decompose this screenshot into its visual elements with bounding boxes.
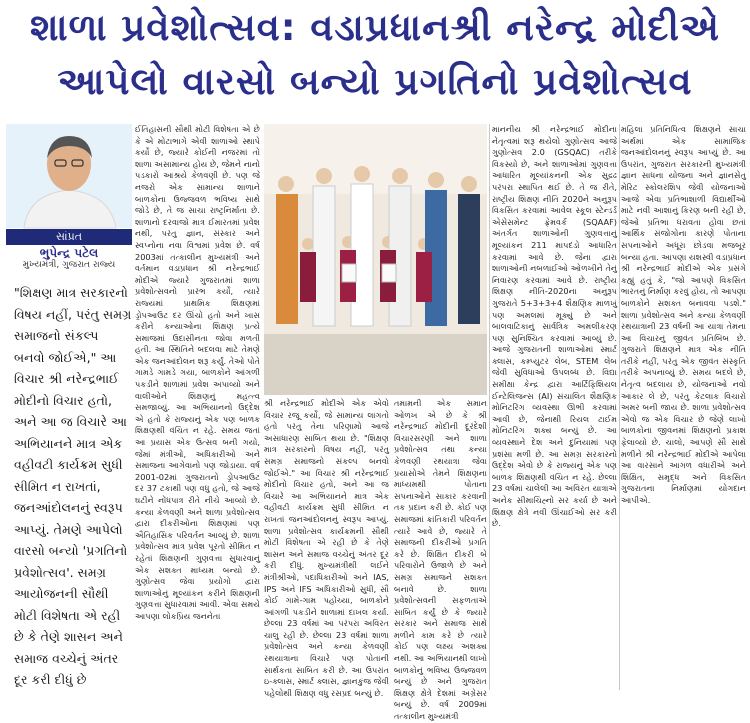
article-column-1 <box>135 124 260 690</box>
article-column-4 <box>492 124 617 690</box>
article-text: ઈતિહાસની સૌથી મોટી વિશેષતા એ છે કે એ મોટાભાગે એવી શાળાઓ સ્થાપે કર્યો છે, જ્યારે કોઈની નજરમાં તો શાળા અસામાન્ય હોય છે, જેમને નાનો પડકારો આશ્રયે કેળવણી છે. પણ જે નજરો એક સામાન્ય શાળાને બાળકોના ઉજ્જવળ ભવિષ્ય સાથે જોડે છે, તે જ સાચા રાષ્ટ્રનિર્માતા છે. શાળાનો દરવાજો માત્ર ઈમારતમાં પ્રવેશ નથી, પરંતુ જ્ઞાન, સંસ્કાર અને સ્વપ્નોના નવા વિશ્વમાં પ્રવેશ છે. વર્ષ 2003માં તત્કાલીન મુખ્યમંત્રી અને વર્તમાન વડાપ્રધાન શ્રી નરેન્દ્રભાઈ મોદીએ જ્યારે ગુજરાતમાં શાળા પ્રવેશોત્સવનો પ્રારંભ કર્યો, ત્યારે રાજ્યમાં પ્રાથમિક શિક્ષણમાં ડ્રોપઆઉટ દર ઊંચો હતો અને ખાસ કરીને કન્યાઓના શિક્ષણ પ્રત્યે સમાજમાં ઉદાસીનતા જોવા મળતી હતી. આ સ્થિતિને બદલવા માટે તેમણે એક જનઆંદોલન શરૂ કર્યું. તેઓ પોતે ગામડે ગામડે ગયા, બાળકોને આંગળી પકડીને શાળામાં પ્રવેશ અપાવ્યો અને વાલીઓને શિક્ષણનું મહત્ત્વ સમજાવ્યું. આ અભિયાનનો ઉદ્દેશ એ હતો કે રાજ્યનું એક પણ બાળક શિક્ષણથી વંચિત ન રહે. સમય જતાં આ પ્રયાસ એક ઉત્સવ બની ગયો, જેમાં મંત્રીઓ, અધિકારીઓ અને સમાજના આગેવાનો પણ જોડાયા. વર્ષ 2001-02માં ગુજરાતનો ડ્રોપઆઉટ દર 37 ટકાથી પણ વધુ હતો, જે આજે ઘટીને નોંધપાત્ર રીતે નીચે આવ્યો છે. કન્યા કેળવણી અને શાળા પ્રવેશોત્સવ દ્વારા દીકરીઓના શિક્ષણમાં પણ ઐતિહાસિક પરિવર્તન આવ્યું છે. શાળા પ્રવેશોત્સવ માત્ર પ્રવેશ પૂરતો સીમિત ન રહેતાં શિક્ષણની ગુણવત્તા સુધારવાનું એક સશક્ત માધ્યમ બન્યો છે. ગુણોત્સવ જેવા પ્રયોગો દ્વારા શાળાઓનું મૂલ્યાંકન કરીને શિક્ષણની ગુણવત્તા સુધારવામાં આવી. એવા સમયે આપણા લોકપ્રિય જનનેતા <box>135 124 260 621</box>
author-name: ભુપેન્દ્ર પટેલ <box>39 246 99 260</box>
headline <box>0 0 750 118</box>
column-tag: સાંપ્રત <box>6 229 132 245</box>
article-text: મહિલા પ્રતિનિધિત્વ શિક્ષણને સાચા અર્થમાં એક સામાજિક જનઆંદોલનનું સ્વરૂપ આપ્યું છે. આ ઉપરાંત, ગુજરાત સરકારની મુખ્યમંત્રી જ્ઞાન સાધના યોજના અને જ્ઞાનસેતુ મેરિટ સ્કોલરશિપ જેવી યોજનાઓ આજે એવા પ્રતિભાશાળી વિદ્યાર્થીઓ માટે નવી આશાનું કિરણ બની રહી છે, જેઓ પ્રતિભા ધરાવતા હોવા છતાં આર્થિક સંજોગોના કારણે પોતાના સપનાઓને અધૂરા છોડવા મજબૂર બન્યા હતા. આપણા યશસ્વી વડાપ્રધાન શ્રી નરેન્દ્રભાઈ મોદીએ એક પ્રસંગે કહ્યું હતું કે, "જો આપણે વિકસિત ભારતનું નિર્માણ કરવું હોય, તો આપણા બાળકોને સશક્ત બનાવવા પડશે." શાળા પ્રવેશોત્સવ અને કન્યા કેળવણી રથયાત્રાની 23 વર્ષની આ યાત્રા તેમના આ વિચારનું જીવંત પ્રતિબિંબ છે. ગુજરાતે શિક્ષણને માત્ર એક નીતિ તરીકે નહીં, પરંતુ એક જીવંત સંસ્કૃતિ તરીકે અપનાવ્યું છે. સમય બદલે છે, નેતૃત્વ બદલાય છે, યોજનાઓ નવો આકાર લે છે, પરંતુ કેટલાક વિચારો અમર બની જાય છે. શાળા પ્રવેશોત્સવ એવો જ એક વિચાર છે જેણે લાખો બાળકોના જીવનમાં શિક્ષણનો પ્રકાશ ફેલાવ્યો છે. ચાલો, આપણે સૌ સાથે મળીને શ્રી નરેન્દ્રભાઈ મોદીએ આપેલા આ વારસાને આગળ વધારીએ અને શિક્ષિત, સમૃદ્ધ અને વિકસિત ગુજરાતના નિર્માણમાં યોગદાન આપીએ. <box>621 124 746 505</box>
article-text: તમામની એક સમાન ઓળખ એ છે કે શ્રી નરેન્દ્રભાઈ મોદીની દૂરંદેશી વિચારસરણી અને શાળા પ્રવેશોત્સવ તથા કન્યા કેળવણી રથયાત્રા જેવા પ્રયાસોએ તેમને શિક્ષણના માધ્યમથી પોતાના સપનાઓને સાકાર કરવાની તક પ્રદાન કરી છે. કોઈ પણ સમાજમાં ક્રાંતિકારી પરિવર્તન ત્યારે આવે છે, જ્યારે તે સમાજની દીકરીઓ પ્રગતિ કરે છે. શિક્ષિત દીકરી બે પરિવારોને ઉજાળે છે અને સમગ્ર સમાજને સશક્ત બનાવે છે. શાળા પ્રવેશોત્સવની સફળતાએ સાબિત કર્યું છે કે જ્યારે સરકાર અને સમાજ સાથે મળીને કામ કરે છે ત્યારે કોઈ પણ લક્ષ્ય અશક્ય નથી. આ અભિયાનથી લાખો બાળકોનું ભવિષ્ય ઉજ્જવળ બન્યું છે અને ગુજરાત શિક્ષણ ક્ષેત્રે દેશમાં અગ્રેસર બન્યું છે. વર્ષ 2009માં તત્કાલીન મુખ્યમંત્રી <box>394 398 487 722</box>
article-text: શ્રી નરેન્દ્રભાઈ મોદીએ એક એવો વિચાર રજૂ કર્યો, જે સામાન્ય લાગતો હતો પરંતુ તેના પરિણામો આજે અસાધારણ સાબિત થયા છે. "શિક્ષણ માત્ર સરકારનો વિષય નહીં, પરંતુ સમગ્ર સમાજનો સંકલ્પ બનવો જોઈએ." આ વિચાર શ્રી નરેન્દ્રભાઈ મોદીનો વિચાર હતો, અને આ જ વિચારે આ અભિયાનને માત્ર એક વહીવટી કાર્યક્રમ સુધી સીમિત ન રાખતાં જનઆંદોલનનું સ્વરૂપ આપ્યું. શાળા પ્રવેશોત્સવ કાર્યક્રમની સૌથી મોટી વિશેષતા એ રહી છે કે તેણે શાસન અને સમાજ વચ્ચેનું અંતર દૂર કરી દીધું. મુખ્યમંત્રીથી લઈને મંત્રીશ્રીઓ, પદાધિકારીઓ અને IAS, IPS અને IFS અધિકારીઓ સુધી, સૌ કોઈ ગામે-ગામ પહોંચ્યા, બાળકોને આંગળી પકડીને શાળામાં દાખલ કર્યા. છેલ્લા 23 વર્ષમાં આ પરંપરા અવિરત ચાલુ રહી છે. છેલ્લા 23 વર્ષમાં શાળા પ્રવેશોત્સવ અને કન્યા કેળવણી રથયાત્રાના વિચારે પણ પોતાની સાર્થકતા સાબિત કરી છે. આ ઉપરાંત ઇ-ક્લાસ, સ્માર્ટ ક્લાસ, જ્ઞાનકુંજ જેવી પહેલોથી શિક્ષણ વધુ રસપ્રદ બન્યું છે. <box>264 398 389 698</box>
author-portrait <box>6 124 132 228</box>
article-column-2 <box>264 398 389 698</box>
column-divider <box>619 124 620 690</box>
article-text: માનનીય શ્રી નરેન્દ્રભાઈ મોદીના નેતૃત્વમાં શરૂ થયેલો ગુણોત્સવ આજે ગુણોત્સવ 2.0 (GSQAC) તરીકે વિકસ્યો છે, અને શાળાઓમાં ગુણવત્તા આધારિત મૂલ્યાંકનની એક સુદ્રઢ પરંપરા સ્થાપિત થઈ છે. તે જ રીતે, રાષ્ટ્રીય શિક્ષણ નીતિ 2020ને અનુરૂપ વિકસિત કરવામાં આવેલ સ્કૂલ સ્ટેન્ડર્ડ એસેસમેન્ટ ફ્રેમવર્ક (SQAAF) અંતર્ગત શાળાઓની ગુણવત્તાનું મૂલ્યાંકન 211 માપદંડો આધારિત કરવામાં આવે છે. જેના દ્વારા શાળાઓની નબળાઈઓ ઓળખીને તેનું નિવારણ કરવામાં આવે છે. રાષ્ટ્રીય શિક્ષણ નીતિ-2020ના અનુરૂપ ગુજરાતે 5+3+3+4 શૈક્ષણિક માળખું પણ અમલમાં મૂક્યું છે અને બાલવાટિકાનું સાર્વત્રિક અમલીકરણ પણ સુનિશ્ચિત કરવામાં આવ્યું છે. આજે ગુજરાતની શાળાઓમાં સ્માર્ટ ક્લાસ, કમ્પ્યુટર લેબ, STEM લેબ જેવી સુવિધાઓ ઉપલબ્ધ છે. વિદ્યા સમીક્ષા કેન્દ્ર દ્વારા આર્ટિફિશિયલ ઈન્ટેલિજન્સ (AI) સંચાલિત શૈક્ષણિક મોનિટરિંગ વ્યવસ્થા ઊભી કરવામાં આવી છે, જેનાથી રિયલ ટાઈમ મોનિટરિંગ શક્ય બન્યું છે. આ વ્યવસ્થાને દેશ અને દુનિયામાં પણ પ્રશંસા મળી છે. આ સમગ્ર સરકારનો ઉદ્દેશ એવો છે કે રાજ્યનું એક પણ બાળક શિક્ષણથી વંચિત ન રહે. છેલ્લા 23 વર્ષમાં ચાલેલી આ અવિરત યાત્રાએ અનેક સીમાચિહ્નો સર કર્યા છે અને શિક્ષણ ક્ષેત્રે નવી ઊંચાઈઓ સર કરી છે. <box>492 124 617 529</box>
article-column-5 <box>621 124 746 690</box>
headline-line-1: શાળા પ્રવેશોત્સવ: વડાપ્રધાનશ્રી નરેન્દ્ર મોદીએ <box>30 6 720 49</box>
column-divider <box>489 124 490 690</box>
article-column-3 <box>394 398 487 722</box>
author-box <box>6 229 132 270</box>
headline-line-2: આપેલો વારસો બન્યો પ્રગતિનો પ્રવેશોત્સવ <box>57 60 693 103</box>
ceremony-photo <box>264 124 487 395</box>
pull-quote: "શિક્ષણ માત્ર સરકારનો વિષય નહીં, પરંતુ સમગ્ર સમાજનો સંકલ્પ બનવો જોઈએ," આ વિચાર શ્રી નરેન્દ્રભાઈ મોદીનો વિચાર હતો, અને આ જ વિચારે આ અભિયાનને માત્ર એક વહીવટી કાર્યક્રમ સુધી સીમિત ન રાખતાં, જનઆંદોલનનું સ્વરૂપ આપ્યું. તેમણે આપેલો વારસો બન્યો 'પ્રગતિનો પ્રવેશોત્સવ'. સમગ્ર આયોજનની સૌથી મોટી વિશેષતા એ રહી છે કે તેણે શાસન અને સમાજ વચ્ચેનું અંતર દૂર કરી દીધું છે <box>14 285 132 687</box>
author-role: મુખ્યમંત્રી, ગુજરાત રાજ્ય <box>22 260 116 270</box>
